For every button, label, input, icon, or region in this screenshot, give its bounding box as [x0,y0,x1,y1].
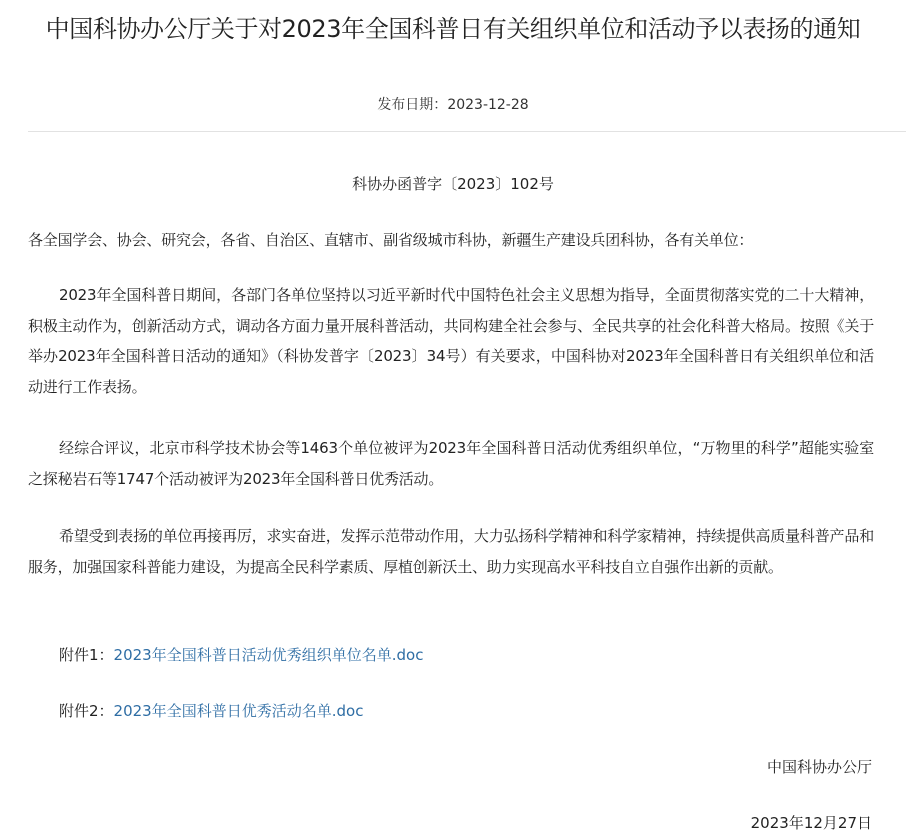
attachment-1 [59,643,423,667]
attachment-1-label: 附件1： [59,646,114,664]
salutation: 各全国学会、协会、研究会，各省、自治区、直辖市、副省级城市科协，新疆生产建设兵团科协，各有关单位： [28,231,754,249]
signature-date: 2023年12月27日 [750,814,872,832]
signature-organization: 中国科协办公厅 [766,758,872,776]
publish-date-label: 发布日期： [377,97,448,113]
body-paragraph-2: 经综合评议，北京市科学技术协会等1463个单位被评为2023年全国科普日活动优秀组织单位，“万物里的科学”超能实验室之探秘岩石等1747个活动被评为2023年全国科普日优秀活动。 [28,439,874,488]
title-divider [28,131,906,132]
document-number: 科协办函普字〔2023〕102号 [352,175,554,193]
page-title: 中国科协办公厅关于对2023年全国科普日有关组织单位和活动予以表扬的通知 [45,15,861,43]
attachment-2-link[interactable]: 2023年全国科普日优秀活动名单.doc [113,702,364,720]
attachment-2-label: 附件2： [59,702,114,720]
attachment-1-link[interactable]: 2023年全国科普日活动优秀组织单位名单.doc [113,646,424,664]
attachment-2 [59,699,363,723]
body-paragraph-1: 2023年全国科普日期间，各部门各单位坚持以习近平新时代中国特色社会主义思想为指导，全面贯彻落实党的二十大精神，积极主动作为，创新活动方式，调动各方面力量开展科普活动，共同构建全社会参与、全民共享的社会化科普大格局。按照《关于举办2023年全国科普日活动的通知》（科协发普字〔2023〕34号）有关要求，中国科协对2023年全国科普日有关组织单位和活动进行工作表扬。 [28,286,874,396]
publish-date: 2023-12-28 [447,97,529,113]
publish-date-line [0,95,906,115]
body-paragraph-3: 希望受到表扬的单位再接再厉，求实奋进，发挥示范带动作用，大力弘扬科学精神和科学家精神，持续提供高质量科普产品和服务，加强国家科普能力建设，为提高全民科学素质、厚植创新沃土、助力实现高水平科技自立自强作出新的贡献。 [28,527,874,576]
